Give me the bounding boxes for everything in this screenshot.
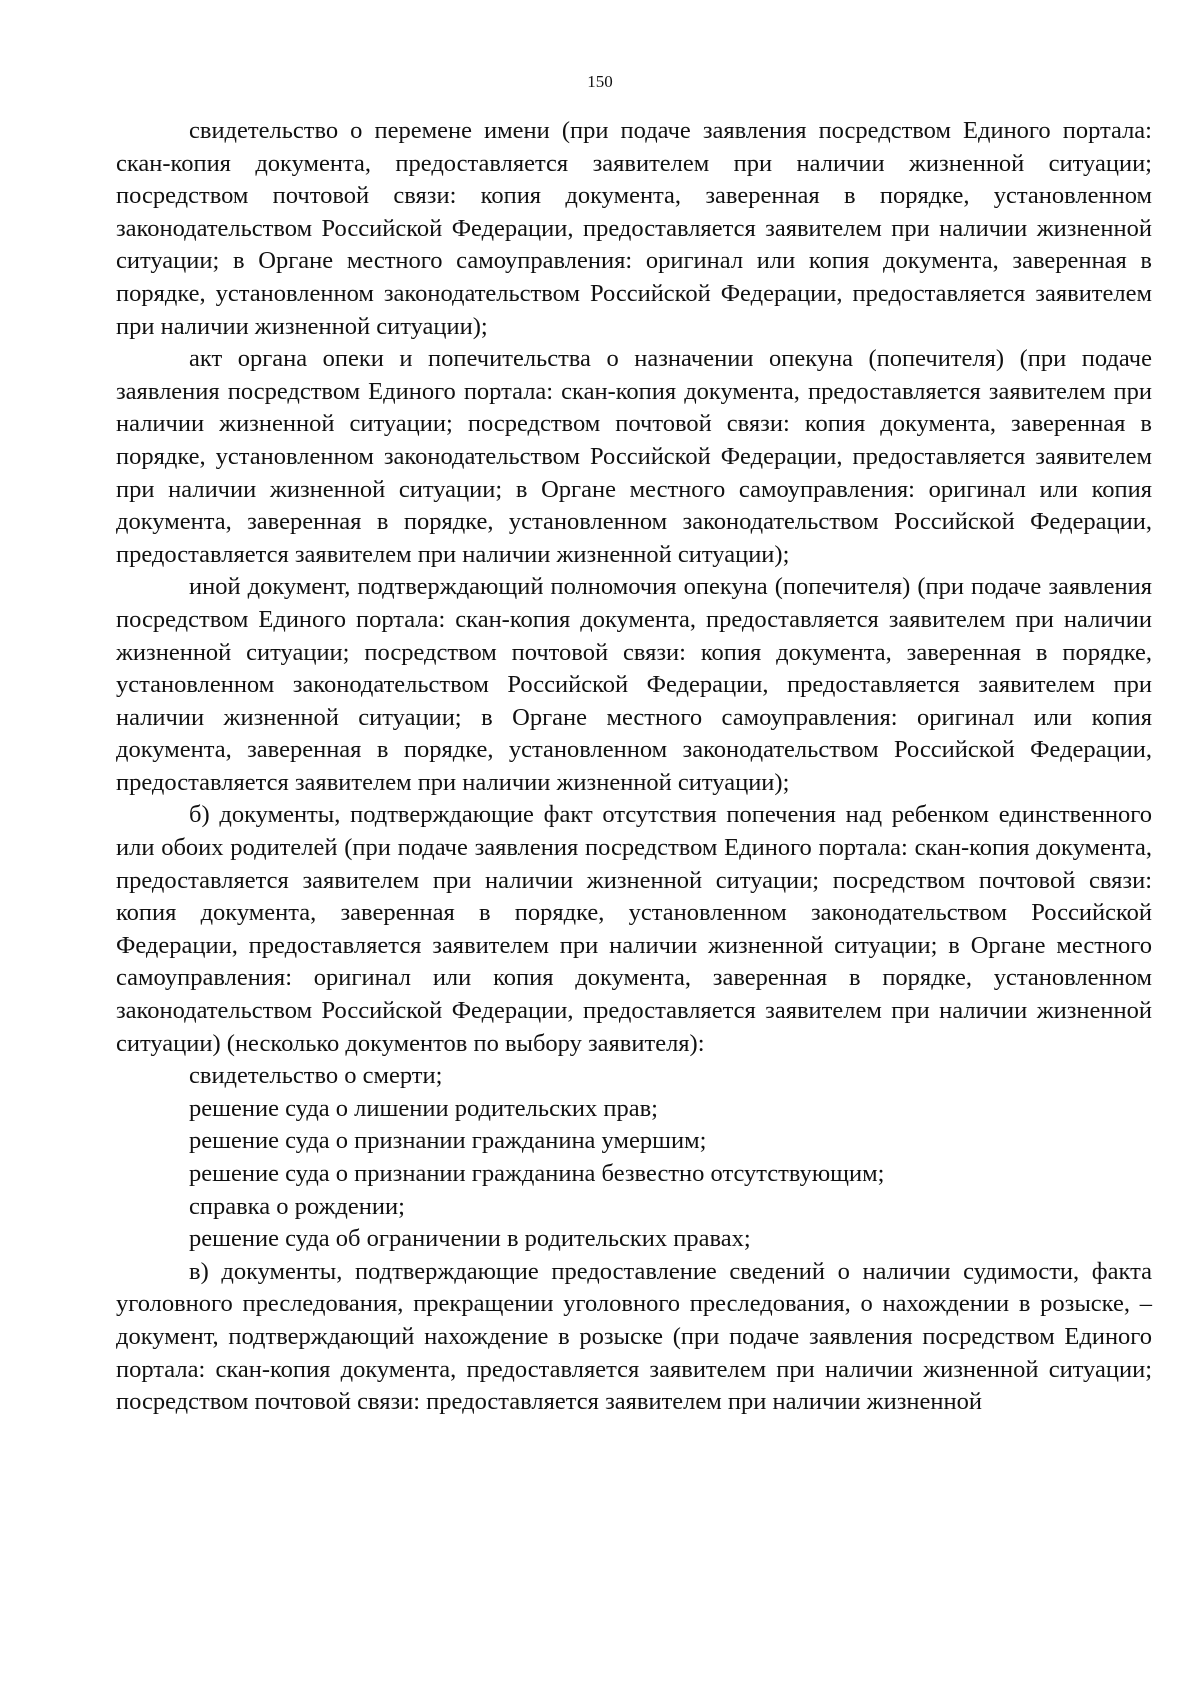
paragraph-name-change-certificate: свидетельство о перемене имени (при подаче заявления посредством Единого портала: скан-копия документа, предоставляется заявителем при наличии жизненной ситуации; посредством почтовой связи: копия документа, заверенная в порядке, установленном законодательством Российской Федерации, предоставляется заявителем при наличии жизненной ситуации; в Органе местного самоуправления: оригинал или копия документа, заверенная в порядке, установленном законодательством Российской Федерации, предоставляется заявителем при наличии жизненной ситуации); [116, 117, 1152, 340]
paragraph-guardian-authority-document: иной документ, подтверждающий полномочия опекуна (попечителя) (при подаче заявления посредством Единого портала: скан-копия документа, предоставляется заявителем при наличии жизненной ситуации; посредством почтовой связи: копия документа, заверенная в порядке, установленном законодательством Российской Федерации, предоставляется заявителем при наличии жизненной ситуации; в Органе местного самоуправления: оригинал или копия документа, заверенная в порядке, установленном законодательством Российской Федерации, предоставляется заявителем при наличии жизненной ситуации); [116, 573, 1152, 796]
list-item-restriction-of-parental-rights: решение суда об ограничении в родительских правах; [189, 1225, 751, 1253]
list-item-birth-certificate: справка о рождении; [189, 1192, 405, 1220]
list-item-deprivation-of-parental-rights: решение суда о лишении родительских прав; [189, 1094, 658, 1122]
list-item-declared-missing: решение суда о признании гражданина безвестно отсутствующим; [189, 1160, 885, 1187]
document-body [116, 115, 1152, 1419]
list-item-death-certificate: свидетельство о смерти; [189, 1062, 443, 1090]
list-item-declared-deceased: решение суда о признании гражданина умершим; [189, 1127, 707, 1155]
paragraph-item-c-criminal-record-documents: в) документы, подтверждающие предоставление сведений о наличии судимости, факта уголовного преследования, прекращении уголовного преследования, о нахождении в розыске, – документ, подтверждающий нахождение в розыске (при подаче заявления посредством Единого портала: скан-копия документа, предоставляется заявителем при наличии жизненной ситуации; посредством почтовой связи: предоставляется заявителем при наличии жизненной [116, 1257, 1152, 1416]
paragraph-item-b-parental-care-documents: б) документы, подтверждающие факт отсутствия попечения над ребенком единственного или обоих родителей (при подаче заявления посредством Единого портала: скан-копия документа, предоставляется заявителем при наличии жизненной ситуации; посредством почтовой связи: копия документа, заверенная в порядке, установленном законодательством Российской Федерации, предоставляется заявителем при наличии жизненной ситуации; в Органе местного самоуправления: оригинал или копия документа, заверенная в порядке, установленном законодательством Российской Федерации, предоставляется заявителем при наличии жизненной ситуации) (несколько документов по выбору заявителя): [116, 801, 1152, 1057]
page-number: 150 [587, 72, 613, 91]
paragraph-guardianship-act: акт органа опеки и попечительства о назначении опекуна (попечителя) (при подаче заявления посредством Единого портала: скан-копия документа, предоставляется заявителем при наличии жизненной ситуации; посредством почтовой связи: копия документа, заверенная в порядке, установленном законодательством Российской Федерации, предоставляется заявителем при наличии жизненной ситуации; в Органе местного самоуправления: оригинал или копия документа, заверенная в порядке, установленном законодательством Российской Федерации, предоставляется заявителем при наличии жизненной ситуации); [116, 345, 1152, 568]
